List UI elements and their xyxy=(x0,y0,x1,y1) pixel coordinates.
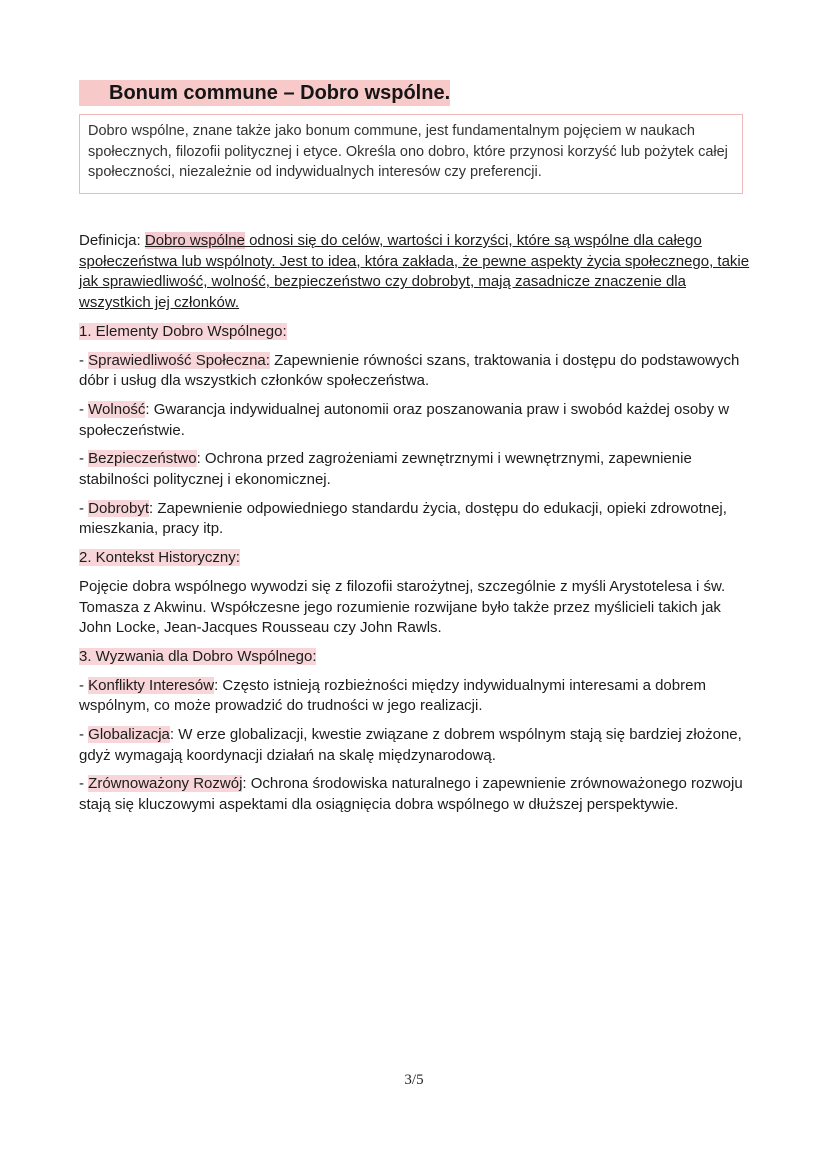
item-term: Dobrobyt xyxy=(88,499,150,517)
list-item: - Globalizacja: W erze globalizacji, kwestie związane z dobrem wspólnym stają się bardziej złożone, gdyż wymagają koordynacji działań na skalę międzynarodową. xyxy=(79,726,742,764)
section-3-heading: 3. Wyzwania dla Dobro Wspólnego: xyxy=(79,647,317,665)
item-term: Bezpieczeństwo xyxy=(88,450,197,468)
page-title: Bonum commune – Dobro wspólne. xyxy=(109,82,451,104)
item-term: Globalizacja xyxy=(88,726,170,744)
list-item: - Bezpieczeństwo: Ochrona przed zagrożeniami zewnętrznymi i wewnętrznymi, zapewnienie stabilności politycznej i ekonomicznej. xyxy=(79,450,692,489)
list-item: - Sprawiedliwość Społeczna: Zapewnienie równości szans, traktowania i dostępu do podstawowych dóbr i usług dla wszystkich członków społeczeństwa. xyxy=(79,351,740,390)
item-term: Wolność xyxy=(88,400,146,418)
document-body xyxy=(79,231,755,824)
item-term: Sprawiedliwość Społeczna: xyxy=(88,351,270,369)
definition-paragraph xyxy=(79,231,755,314)
intro-box xyxy=(79,114,743,194)
list-item: - Zrównoważony Rozwój: Ochrona środowiska naturalnego i zapewnienie zrównoważonego rozwoju stają się kluczowymi aspektami dla osiągnięcia dobra wspólnego w dłuższej perspektywie. xyxy=(79,775,743,814)
list-item: - Wolność: Gwarancja indywidualnej autonomii oraz poszanowania praw i swobód każdej osoby w społeczeństwie. xyxy=(79,400,730,439)
section-2-text: Pojęcie dobra wspólnego wywodzi się z filozofii starożytnej, szczególnie z myśli Arystotelesa i św. Tomasza z Akwinu. Współczesne jego rozumienie rozwijane było także przez myślicieli takich jak John Locke, Jean-Jacques Rousseau czy John Rawls. xyxy=(79,577,726,637)
definition-label: Definicja: xyxy=(79,232,145,249)
section-1-heading: 1. Elementy Dobro Wspólnego: xyxy=(79,322,287,340)
intro-text: Dobro wspólne, znane także jako bonum commune, jest fundamentalnym pojęciem w naukach społecznych, filozofii politycznej i etyce. Określa ono dobro, które przynosi korzyść lub pożytek całej społeczności, niezależnie od indywidualnych interesów czy preferencji. xyxy=(88,123,728,180)
list-item: - Dobrobyt: Zapewnienie odpowiedniego standardu życia, dostępu do edukacji, opieki zdrowotnej, mieszkania, pracy itp. xyxy=(79,499,727,538)
item-term: Konflikty Interesów xyxy=(88,676,215,694)
definition-text: odnosi się do celów, wartości i korzyści, które są wspólne dla całego społeczeństwa lub wspólnoty. Jest to idea, która zakłada, że pewne aspekty życia społecznego, takie jak sprawiedliwość, wolność, bezpieczeństwo czy dobrobyt, mają zasadnicze znaczenie dla wszystkich jej członków. xyxy=(79,232,750,312)
item-term: Zrównoważony Rozwój xyxy=(88,775,243,793)
list-item: - Konflikty Interesów: Często istnieją rozbieżności między indywidualnymi interesami a dobrem wspólnym, co może prowadzić do trudności w jego realizacji. xyxy=(79,676,706,715)
page-number: 3/5 xyxy=(404,1072,424,1088)
definition-term: Dobro wspólne xyxy=(144,232,245,249)
section-2-heading: 2. Kontekst Historyczny: xyxy=(79,549,240,567)
